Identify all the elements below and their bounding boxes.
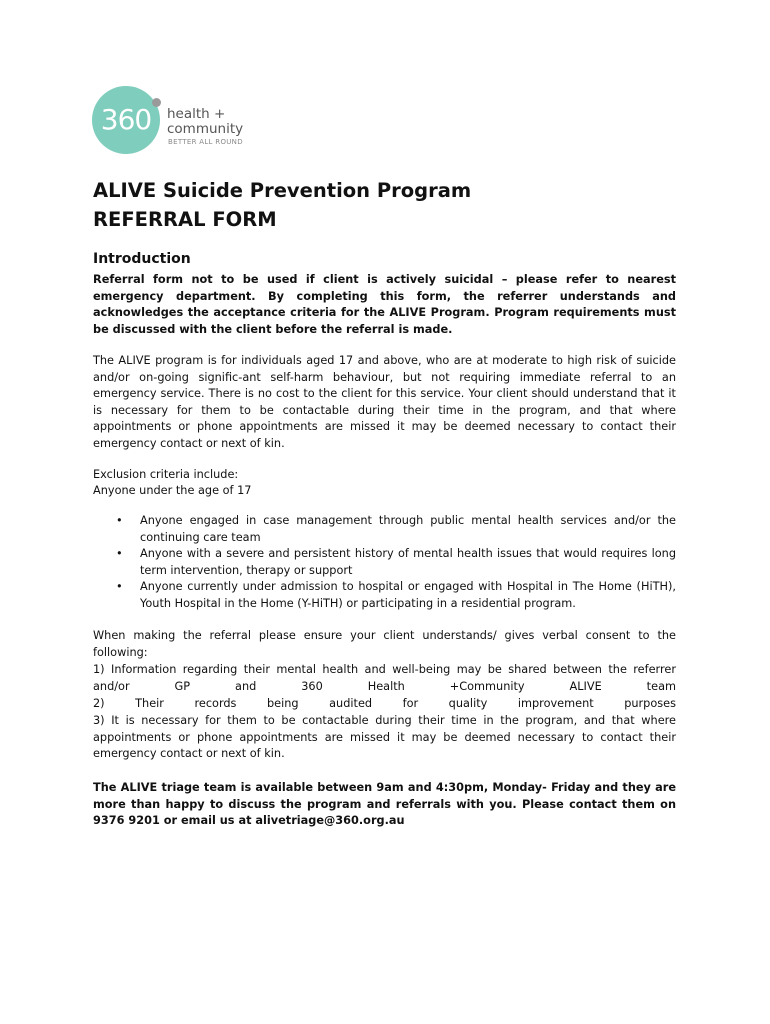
form-title: REFERRAL FORM (93, 208, 277, 231)
exclusion-list (93, 513, 676, 612)
introduction-heading: Introduction (93, 251, 191, 267)
exclusion-first: Anyone under the age of 17 (93, 484, 252, 497)
bullet-icon: • (116, 514, 123, 527)
consent-item-3: 3) It is necessary for them to be contactable during their time in the program, and that where appointments or phone appointments are missed it may be deemed necessary to contact their emergency contact or next of kin. (93, 714, 676, 760)
consent-item-2: 2) Their records being audited for quality improvement purposes (93, 697, 676, 710)
warning-paragraph: Referral form not to be used if client is actively suicidal – please refer to nearest emergency department. By completing this form, the referrer understands and acknowledges the acceptance criteria for the ALIVE Program. Program requirements must be discussed with the client before the referral is made. (93, 273, 676, 336)
organization-logo (91, 86, 261, 156)
list-item: • Anyone engaged in case management through public mental health services and/or the continuing care team (116, 514, 676, 544)
list-item: • Anyone currently under admission to hospital or engaged with Hospital in The Home (HiTH), Youth Hospital in the Home (Y-HiTH) or participating in a residential program. (116, 580, 676, 610)
logo-tagline: BETTER ALL ROUND (168, 138, 243, 146)
program-description: The ALIVE program is for individuals aged 17 and above, who are at moderate to high risk of suicide and/or on-going signific-ant self-harm behaviour, but not requiring immediate referral to an emergency service. There is no cost to the client for this service. Your client should understand that it is necessary for them to be contactable during their time in the program, and that where appointments or phone appointments are missed it may be deemed necessary to contact their emergency contact or next of kin. (93, 354, 676, 450)
contact-paragraph: The ALIVE triage team is available between 9am and 4:30pm, Monday- Friday and they are more than happy to discuss the program and referrals with you. Please contact them on 9376 9201 or email us at alivetriage@360.org.au (93, 781, 676, 827)
list-item: • Anyone with a severe and persistent history of mental health issues that would requires long term intervention, therapy or support (116, 547, 676, 577)
bullet-icon: • (116, 547, 123, 560)
logo-number: 360 (100, 103, 152, 136)
logo-word-health: health + (167, 106, 226, 122)
exclusion-label: Exclusion criteria include: (93, 468, 239, 481)
program-title: ALIVE Suicide Prevention Program (93, 179, 472, 202)
bullet-icon: • (116, 580, 123, 593)
logo-word-community: community (167, 121, 244, 137)
page-title (93, 176, 471, 234)
consent-intro: When making the referral please ensure your client understands/ gives verbal consent to the following: (93, 629, 676, 659)
consent-item-1: 1) Information regarding their mental health and well-being may be shared between the referrer and/or GP and 360 Health +Community ALIVE team (93, 663, 676, 693)
